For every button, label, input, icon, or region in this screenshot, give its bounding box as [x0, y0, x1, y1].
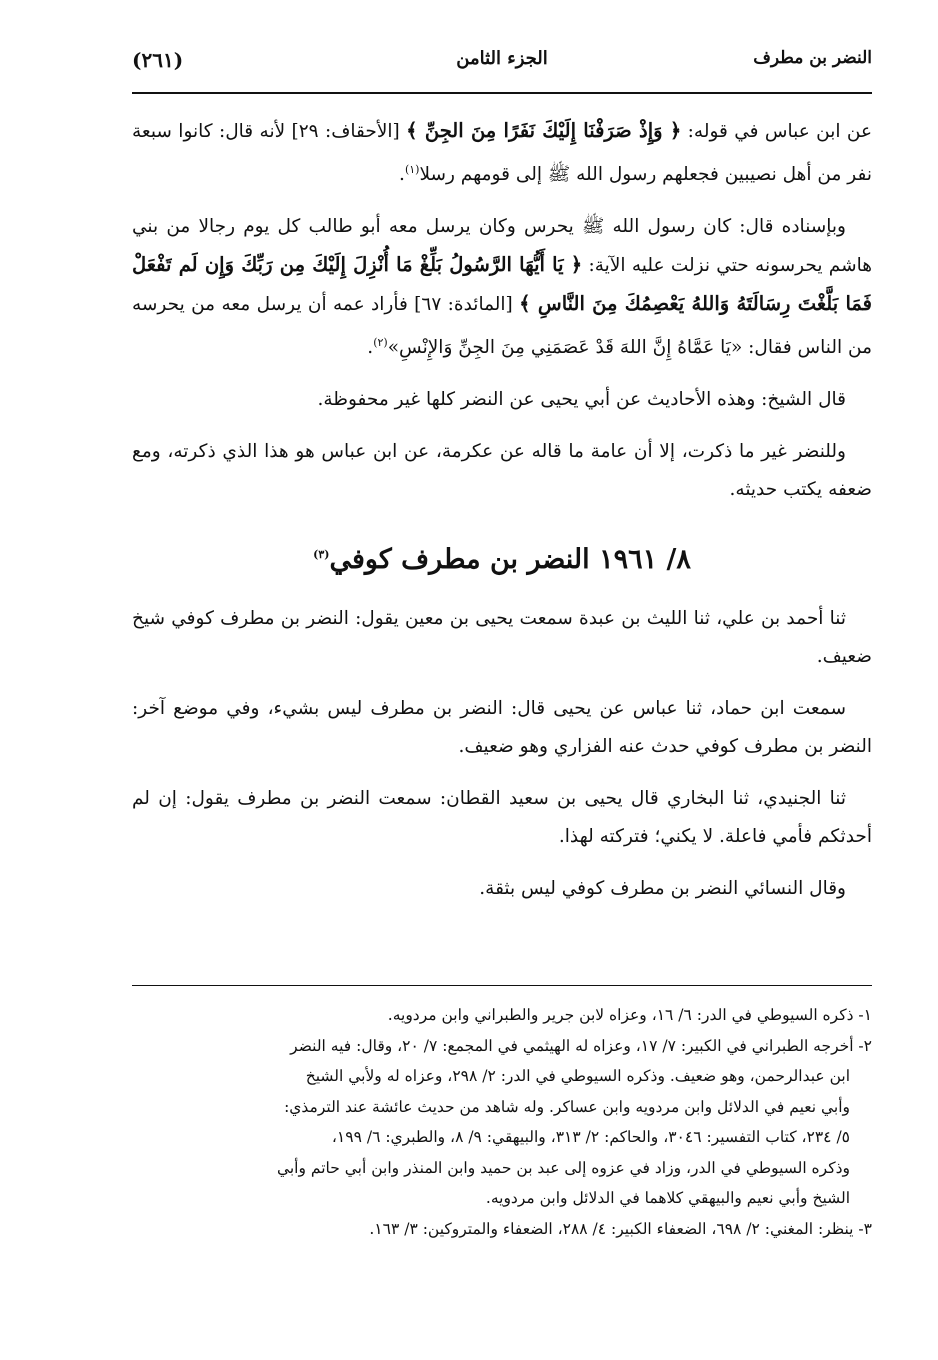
footnote-line: ٣- ينظر: المغني: ٢/ ٦٩٨، الضعفاء الكبير: ٤/ ٢٨٨، الضعفاء والمتروكين: ٣/ ١٦٣. [369, 1219, 872, 1238]
paragraph-text: عن ابن عباس في قوله: [681, 121, 872, 142]
paragraph-text: [الأحقاف: ٢٩] لأنه قال: كانوا سبعة نفر من أهل نصيبين فجعلهم رسول الله ﷺ إلى قومهم رسلا [132, 121, 872, 186]
entry-paragraph-4: وقال النسائي النضر بن مطرف كوفي ليس بثقة. [479, 878, 846, 900]
footnote-line: ٥/ ٢٣٤، كتاب التفسير: ٣٠٤٦، والحاكم: ٢/ ٣١٣، والبيهقي: ٩/ ٨، والطبري: ٦/ ١٩٩، [331, 1128, 850, 1146]
entry-paragraph-1: ثنا أحمد بن علي، ثنا الليث بن عبدة سمعت يحيى بن معين يقول: النضر بن مطرف كوفي شيخ ضعيف. [132, 608, 872, 668]
header-rule [132, 92, 872, 94]
footnote-line: وذكره السيوطي في الدر، وزاد في عزوه إلى عبد بن حميد وابن المنذر وابن أبي حاتم وأبي [276, 1158, 850, 1177]
paragraph-text: وبإسناده قال: كان رسول الله ﷺ يحرس وكان يرسل معه أبو طالب كل يوم رجالا من بني هاشم يحرسونه حتي نزلت عليه الآية: [132, 216, 872, 277]
page-header [132, 42, 872, 90]
paragraph-3: قال الشيخ: وهذه الأحاديث عن أبي يحيى عن النضر كلها غير محفوظة. [317, 389, 846, 411]
paragraph-text: . [367, 337, 374, 359]
footnote-ref: (٢) [373, 336, 388, 350]
entry-heading-text: ٨/ ١٩٦١ النضر بن مطرف كوفي [329, 544, 691, 576]
page-number: (٢٦١) [132, 48, 184, 72]
entry-paragraph-3: ثنا الجنيدي، ثنا البخاري قال يحيى بن سعيد القطان: سمعت النضر بن مطرف يقول: إن لم أحدثكم فأمي فاعلة. لا يكني؛ فتركته لهذا. [132, 788, 872, 848]
quran-verse: ﴿ يَا أَيُّهَا الرَّسُولُ بَلِّغْ مَا أُنْزِلَ إِلَيْكَ مِن رَبِّكَ وَإِن لَم تَفْعَلْ فَمَا بَلَّغْتَ رِسَالَتَهُ وَاللهُ يَعْصِمُكَ مِنَ النَّاسِ ﴾ [132, 253, 873, 316]
volume-label: الجزء الثامن [456, 48, 548, 69]
paragraph-4: وللنضر غير ما ذكرت، إلا أن عامة ما قاله عن عكرمة، عن ابن عباس هو هذا الذي ذكرته، ومع ضعفه يكتب حديثه. [132, 441, 872, 501]
quran-verse: ﴿ وَإِذْ صَرَفْنَا إِلَيْكَ نَفَرًا مِنَ الجِنِّ ﴾ [406, 119, 682, 142]
footnote-ref: (٣) [313, 548, 330, 562]
footnote-rule [132, 985, 872, 986]
footnote-line: ابن عبدالرحمن، وهو ضعيف. وذكره السيوطي في الدر: ٢/ ٢٩٨، وعزاه له ولأبي الشيخ [305, 1067, 850, 1085]
entry-heading [132, 535, 872, 580]
paragraph-1 [132, 112, 872, 194]
paragraph-text: . [399, 164, 405, 186]
footnote-line: وأبي نعيم في الدلائل وابن مردويه وابن عساكر. وله شاهد من حديث عائشة عند الترمذي: [284, 1097, 850, 1116]
main-text [132, 112, 872, 922]
footnote-line: ٢- أخرجه الطبراني في الكبير: ٧/ ١٧، وعزاه له الهيثمي في المجمع: ٧/ ٢٠، وقال: فيه النضر [290, 1036, 872, 1055]
running-title: النضر بن مطرف [753, 48, 872, 68]
entry-paragraph-2: سمعت ابن حماد، ثنا عباس عن يحيى قال: النضر بن مطرف ليس بشيء، وفي موضع آخر: النضر بن مطرف كوفي حدث عنه الفزاري وهو ضعيف. [132, 698, 872, 758]
footnote-ref: (١) [404, 163, 420, 176]
footnotes [132, 1000, 872, 1244]
paragraph-text: [المائدة: ٦٧] فأراد عمه أن يرسل معه من يحرسه من الناس فقال: «يَا عَمَّاهُ إِنَّ اللهَ قَدْ عَصَمَنِي مِنَ الجِنِّ وَالإِنْسِ» [132, 294, 872, 359]
paragraph-2 [132, 208, 872, 367]
footnote-line: الشيخ وأبي نعيم والبيهقي كلاهما في الدلائل وابن مردويه. [485, 1189, 850, 1207]
footnote-line: ١- ذكره السيوطي في الدر: ٦/ ١٦، وعزاه لابن جرير والطبراني وابن مردويه. [387, 1006, 872, 1024]
